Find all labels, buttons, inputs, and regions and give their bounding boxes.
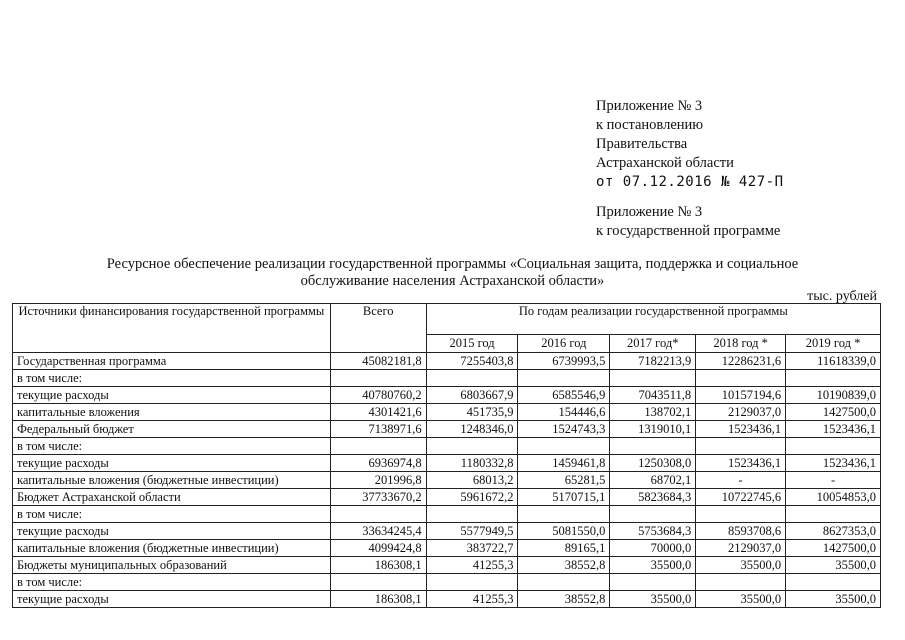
cell-year-value: 8627353,0 <box>786 523 881 540</box>
cell-year-value: 5577949,5 <box>426 523 518 540</box>
cell-total: 201996,8 <box>330 472 426 489</box>
cell-year-value: 1524743,3 <box>518 421 610 438</box>
cell-total: 6936974,8 <box>330 455 426 472</box>
cell-year-value: 12286231,6 <box>696 353 786 370</box>
cell-year-value: 7043511,8 <box>610 387 696 404</box>
row-label: Федеральный бюджет <box>13 421 331 438</box>
table-row <box>13 370 881 387</box>
appendix-number-2: Приложение № 3 <box>596 204 703 220</box>
table-row <box>13 472 881 489</box>
cell-empty <box>786 370 881 387</box>
region-text: Астраханской области <box>596 155 734 171</box>
cell-total: 4099424,8 <box>330 540 426 557</box>
cell-year-value: 5170715,1 <box>518 489 610 506</box>
cell-year-value: 5823684,3 <box>610 489 696 506</box>
table-row <box>13 557 881 574</box>
cell-empty <box>426 574 518 591</box>
header-year: 2017 год* <box>610 335 696 353</box>
cell-year-value: 1319010,1 <box>610 421 696 438</box>
cell-empty <box>610 438 696 455</box>
cell-empty <box>330 506 426 523</box>
cell-empty <box>696 438 786 455</box>
cell-year-value: - <box>696 472 786 489</box>
cell-empty <box>518 506 610 523</box>
cell-total: 40780760,2 <box>330 387 426 404</box>
cell-total: 186308,1 <box>330 591 426 608</box>
cell-year-value: 5081550,0 <box>518 523 610 540</box>
cell-year-value: 6585546,9 <box>518 387 610 404</box>
cell-total: 186308,1 <box>330 557 426 574</box>
cell-year-value: 1427500,0 <box>786 404 881 421</box>
cell-empty <box>330 438 426 455</box>
cell-empty <box>696 574 786 591</box>
cell-year-value: 1459461,8 <box>518 455 610 472</box>
units-label: тыс. рублей <box>807 289 877 304</box>
cell-empty <box>426 506 518 523</box>
table-row <box>13 591 881 608</box>
table-row <box>13 387 881 404</box>
to-resolution-text: к постановлению <box>596 117 704 133</box>
row-label: капитальные вложения (бюджетные инвестиции) <box>13 472 331 489</box>
cell-year-value: 383722,7 <box>426 540 518 557</box>
document-title <box>30 256 875 290</box>
row-label: капитальные вложения (бюджетные инвестиции) <box>13 540 331 557</box>
header-years-group: По годам реализации государственной программы <box>426 304 880 335</box>
cell-year-value: 2129037,0 <box>696 540 786 557</box>
cell-year-value: 65281,5 <box>518 472 610 489</box>
cell-empty <box>786 574 881 591</box>
table-row <box>13 506 881 523</box>
cell-empty <box>518 438 610 455</box>
row-label: капитальные вложения <box>13 404 331 421</box>
cell-year-value: 10157194,6 <box>696 387 786 404</box>
cell-empty <box>610 370 696 387</box>
row-label: текущие расходы <box>13 455 331 472</box>
cell-year-value: 38552,8 <box>518 591 610 608</box>
header-total: Всего <box>330 304 426 353</box>
cell-year-value: 10054853,0 <box>786 489 881 506</box>
cell-year-value: 1427500,0 <box>786 540 881 557</box>
cell-empty <box>518 574 610 591</box>
cell-year-value: 38552,8 <box>518 557 610 574</box>
cell-year-value: 68702,1 <box>610 472 696 489</box>
cell-year-value: 451735,9 <box>426 404 518 421</box>
cell-year-value: 70000,0 <box>610 540 696 557</box>
cell-year-value: 1248346,0 <box>426 421 518 438</box>
cell-year-value: 138702,1 <box>610 404 696 421</box>
cell-year-value: 35500,0 <box>610 557 696 574</box>
row-label: текущие расходы <box>13 523 331 540</box>
cell-total: 37733670,2 <box>330 489 426 506</box>
cell-year-value: 8593708,6 <box>696 523 786 540</box>
cell-year-value: 68013,2 <box>426 472 518 489</box>
appendix-header-program <box>596 203 780 241</box>
cell-year-value: 1523436,1 <box>786 455 881 472</box>
cell-year-value: 41255,3 <box>426 557 518 574</box>
cell-year-value: - <box>786 472 881 489</box>
resolution-date-number: от 07.12.2016 № 427-П <box>596 174 784 190</box>
cell-empty <box>330 574 426 591</box>
cell-empty <box>696 506 786 523</box>
cell-empty <box>786 506 881 523</box>
row-label: текущие расходы <box>13 387 331 404</box>
cell-year-value: 89165,1 <box>518 540 610 557</box>
cell-year-value: 1523436,1 <box>696 455 786 472</box>
cell-year-value: 35500,0 <box>696 557 786 574</box>
table-row <box>13 353 881 370</box>
table-row <box>13 438 881 455</box>
appendix-number: Приложение № 3 <box>596 98 703 114</box>
table-row <box>13 489 881 506</box>
table-row <box>13 455 881 472</box>
to-program-text: к государственной программе <box>596 223 781 239</box>
cell-year-value: 6803667,9 <box>426 387 518 404</box>
cell-year-value: 7182213,9 <box>610 353 696 370</box>
cell-year-value: 35500,0 <box>786 591 881 608</box>
funding-table <box>12 303 881 608</box>
cell-total: 33634245,4 <box>330 523 426 540</box>
cell-empty <box>696 370 786 387</box>
row-label: в том числе: <box>13 438 331 455</box>
cell-year-value: 5753684,3 <box>610 523 696 540</box>
header-source: Источники финансирования государственной программы <box>13 304 331 353</box>
cell-empty <box>426 370 518 387</box>
cell-empty <box>610 506 696 523</box>
cell-year-value: 5961672,2 <box>426 489 518 506</box>
cell-year-value: 35500,0 <box>610 591 696 608</box>
cell-empty <box>518 370 610 387</box>
cell-empty <box>786 438 881 455</box>
table-header-row <box>13 304 881 335</box>
cell-year-value: 1523436,1 <box>786 421 881 438</box>
cell-year-value: 2129037,0 <box>696 404 786 421</box>
cell-year-value: 6739993,5 <box>518 353 610 370</box>
cell-year-value: 1250308,0 <box>610 455 696 472</box>
cell-year-value: 10722745,6 <box>696 489 786 506</box>
cell-total: 45082181,8 <box>330 353 426 370</box>
cell-year-value: 7255403,8 <box>426 353 518 370</box>
table-row <box>13 421 881 438</box>
row-label: Бюджет Астраханской области <box>13 489 331 506</box>
title-line-1: Ресурсное обеспечение реализации государственной программы «Социальная защита, поддержка и социальное <box>106 256 799 272</box>
cell-empty <box>426 438 518 455</box>
cell-year-value: 10190839,0 <box>786 387 881 404</box>
row-label: в том числе: <box>13 506 331 523</box>
header-year: 2019 год * <box>786 335 881 353</box>
cell-empty <box>610 574 696 591</box>
row-label: Бюджеты муниципальных образований <box>13 557 331 574</box>
row-label: Государственная программа <box>13 353 331 370</box>
cell-total: 4301421,6 <box>330 404 426 421</box>
header-year: 2018 год * <box>696 335 786 353</box>
cell-year-value: 41255,3 <box>426 591 518 608</box>
cell-total: 7138971,6 <box>330 421 426 438</box>
cell-year-value: 35500,0 <box>786 557 881 574</box>
title-line-2: обслуживание населения Астраханской области» <box>300 273 605 289</box>
header-year: 2015 год <box>426 335 518 353</box>
header-year: 2016 год <box>518 335 610 353</box>
cell-year-value: 154446,6 <box>518 404 610 421</box>
government-text: Правительства <box>596 136 688 152</box>
cell-empty <box>330 370 426 387</box>
row-label: в том числе: <box>13 574 331 591</box>
cell-year-value: 1523436,1 <box>696 421 786 438</box>
table-row <box>13 523 881 540</box>
row-label: в том числе: <box>13 370 331 387</box>
appendix-header-resolution <box>596 97 784 192</box>
row-label: текущие расходы <box>13 591 331 608</box>
cell-year-value: 11618339,0 <box>786 353 881 370</box>
table-row <box>13 540 881 557</box>
cell-year-value: 35500,0 <box>696 591 786 608</box>
cell-year-value: 1180332,8 <box>426 455 518 472</box>
table-row <box>13 404 881 421</box>
table-row <box>13 574 881 591</box>
